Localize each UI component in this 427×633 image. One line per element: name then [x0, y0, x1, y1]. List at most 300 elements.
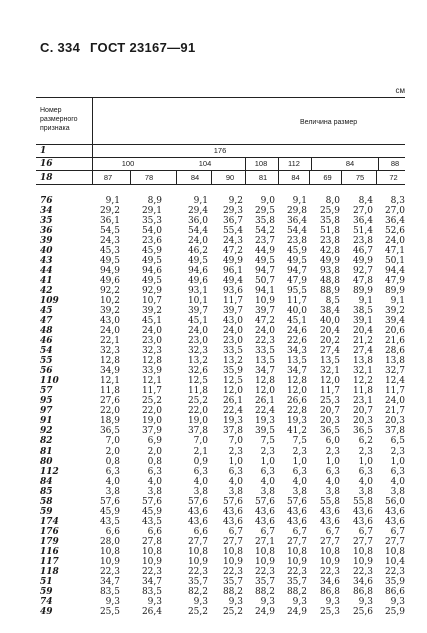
table-cell: 94,6 [187, 266, 208, 277]
table-cell: 39,2 [99, 306, 120, 317]
table-cell: 9,3 [260, 596, 275, 607]
table-cell: 1,0 [358, 456, 373, 467]
size-column-divider [211, 170, 212, 184]
table-cell: 10,8 [384, 546, 405, 557]
table-cell: 10,8 [319, 546, 340, 557]
row-number: 57 [40, 386, 53, 397]
table-cell: 24,0 [254, 326, 275, 337]
table-cell: 94,7 [286, 266, 307, 277]
table-cell: 39,1 [352, 316, 373, 327]
table-cell: 22,4 [254, 406, 275, 417]
row-number: 97 [40, 406, 53, 417]
table-cell: 11,7 [319, 386, 340, 397]
table-cell: 11,7 [384, 386, 405, 397]
row-number: 42 [40, 286, 53, 297]
table-cell: 2,0 [105, 446, 120, 457]
table-cell: 9,3 [390, 596, 405, 607]
table-cell: 10,9 [352, 556, 373, 567]
row-number: 109 [40, 296, 59, 307]
table-cell: 22,3 [286, 566, 307, 577]
table-cell: 36,4 [352, 216, 373, 227]
table-cell: 45,1 [141, 316, 162, 327]
table-cell: 95,5 [286, 286, 307, 297]
table-cell: 6,3 [390, 466, 405, 477]
table-cell: 29,2 [99, 206, 120, 217]
table-cell: 57,6 [187, 496, 208, 507]
table-cell: 93,8 [319, 266, 340, 277]
height-value: 176 [213, 146, 227, 155]
table-cell: 22,3 [187, 566, 208, 577]
row-number: 59 [40, 586, 53, 597]
row-number: 116 [40, 546, 59, 557]
table-cell: 39,7 [187, 306, 208, 317]
table-cell: 37,8 [222, 426, 243, 437]
table-cell: 21,6 [384, 336, 405, 347]
table-cell: 0,9 [193, 456, 208, 467]
group-84: 84 [345, 159, 355, 168]
table-cell: 7,0 [105, 436, 120, 447]
table-cell: 43,6 [222, 506, 243, 517]
row-number: 35 [40, 216, 53, 227]
table-cell: 57,6 [254, 496, 275, 507]
table-cell: 34,7 [286, 366, 307, 377]
table-cell: 38,4 [319, 306, 340, 317]
table-cell: 83,5 [141, 586, 162, 597]
table-cell: 6,6 [105, 526, 120, 537]
table-cell: 88,2 [286, 586, 307, 597]
table-cell: 9,1 [193, 196, 208, 206]
table-cell: 34,7 [254, 366, 275, 377]
table-cell: 8,9 [147, 196, 162, 206]
table-cell: 25,3 [319, 606, 340, 617]
row-number: 74 [40, 596, 53, 607]
table-cell: 24,0 [222, 326, 243, 337]
table-cell: 2,3 [325, 446, 340, 457]
table-cell: 93,1 [187, 286, 208, 297]
table-cell: 4,0 [292, 476, 307, 487]
table-cell: 36,1 [99, 216, 120, 227]
table-cell: 37,9 [141, 426, 162, 437]
table-cell: 39,7 [254, 306, 275, 317]
table-cell: 24,3 [99, 236, 120, 247]
table-cell: 27,7 [222, 536, 243, 547]
table-cell: 34,7 [141, 576, 162, 587]
table-cell: 35,9 [222, 366, 243, 377]
table-cell: 23,8 [286, 236, 307, 247]
table-cell: 21,2 [352, 336, 373, 347]
table-cell: 22,0 [187, 406, 208, 417]
table-cell: 39,7 [222, 306, 243, 317]
table-cell: 0,8 [147, 456, 162, 467]
table-cell: 2,1 [193, 446, 208, 457]
table-cell: 10,8 [286, 546, 307, 557]
table-cell: 27,7 [352, 536, 373, 547]
table-cell: 92,2 [99, 286, 120, 297]
table-cell: 13,8 [352, 356, 373, 367]
table-cell: 39,2 [384, 306, 405, 317]
size-column-divider [130, 170, 131, 184]
table-cell: 36,5 [319, 426, 340, 437]
table-cell: 23,0 [222, 336, 243, 347]
table-cell: 49,5 [141, 276, 162, 287]
table-cell: 2,3 [390, 446, 405, 457]
table-cell: 8,0 [325, 196, 340, 206]
table-cell: 22,3 [141, 566, 162, 577]
row-number: 85 [40, 486, 53, 497]
table-cell: 11,8 [352, 386, 373, 397]
table-cell: 10,9 [141, 556, 162, 567]
table-cell: 12,1 [99, 376, 120, 387]
size-column-divider [309, 170, 310, 184]
table-cell: 6,7 [228, 526, 243, 537]
table-cell: 54,4 [187, 226, 208, 237]
table-cell: 12,0 [319, 376, 340, 387]
table-cell: 89,9 [352, 286, 373, 297]
table-cell: 9,1 [105, 196, 120, 206]
table-cell: 46,2 [187, 246, 208, 257]
table-cell: 9,3 [292, 596, 307, 607]
table-cell: 3,8 [260, 486, 275, 497]
table-cell: 86,6 [384, 586, 405, 597]
table-cell: 22,8 [286, 406, 307, 417]
row-number: 76 [40, 196, 53, 206]
table-cell: 4,0 [358, 476, 373, 487]
table-cell: 21,7 [384, 406, 405, 417]
table-cell: 51,8 [319, 226, 340, 237]
table-cell: 32,1 [352, 366, 373, 377]
table-cell: 94,1 [254, 286, 275, 297]
divider-16b [278, 157, 279, 170]
row-number: 36 [40, 226, 53, 237]
table-cell: 51,4 [352, 226, 373, 237]
table-cell: 44,9 [254, 246, 275, 257]
row-number: 45 [40, 306, 53, 317]
table-cell: 10,2 [99, 296, 120, 307]
table-cell: 6,6 [193, 526, 208, 537]
table-cell: 33,9 [141, 366, 162, 377]
table-cell: 43,6 [222, 516, 243, 527]
table-cell: 37,8 [187, 426, 208, 437]
table-cell: 43,6 [254, 506, 275, 517]
table-cell: 27,7 [319, 536, 340, 547]
table-cell: 1,0 [260, 456, 275, 467]
table-cell: 9,3 [193, 596, 208, 607]
table-cell: 43,5 [99, 516, 120, 527]
table-cell: 32,3 [99, 346, 120, 357]
table-cell: 11,8 [187, 386, 208, 397]
table-cell: 49,9 [319, 256, 340, 267]
row-number: 41 [40, 276, 53, 287]
table-cell: 20,4 [319, 326, 340, 337]
row-number: 39 [40, 236, 53, 247]
table-cell: 20,3 [384, 416, 405, 427]
table-cell: 49,5 [141, 256, 162, 267]
table-cell: 34,7 [99, 576, 120, 587]
row-number: 92 [40, 426, 53, 437]
group-88: 88 [390, 159, 400, 168]
table-cell: 6,3 [147, 466, 162, 477]
row-number: 174 [40, 516, 59, 527]
table-cell: 20,3 [319, 416, 340, 427]
table-cell: 55,8 [319, 496, 340, 507]
table-cell: 43,6 [352, 506, 373, 517]
size-header-cell: 84 [291, 173, 300, 182]
table-cell: 32,3 [187, 346, 208, 357]
table-cell: 25,2 [187, 606, 208, 617]
size-header-cell: 75 [355, 173, 365, 182]
table-cell: 12,0 [286, 386, 307, 397]
table-cell: 12,8 [286, 376, 307, 387]
table-cell: 13,2 [222, 356, 243, 367]
table-cell: 92,9 [141, 286, 162, 297]
table-cell: 1,0 [292, 456, 307, 467]
table-cell: 54,5 [99, 226, 120, 237]
table-cell: 11,7 [222, 296, 243, 307]
row-number: 55 [40, 356, 53, 367]
table-cell: 13,5 [319, 356, 340, 367]
table-cell: 25,9 [384, 606, 405, 617]
size-header-cell: 81 [258, 173, 268, 182]
table-cell: 4,0 [325, 476, 340, 487]
table-cell: 3,8 [193, 486, 208, 497]
table-cell: 41,2 [286, 426, 307, 437]
table-cell: 22,3 [254, 566, 275, 577]
table-cell: 10,8 [187, 546, 208, 557]
table-cell: 22,1 [99, 336, 120, 347]
row-number: 110 [40, 376, 59, 387]
table-cell: 92,7 [352, 266, 373, 277]
table-cell: 9,3 [147, 596, 162, 607]
size-header-cell: 69 [323, 173, 332, 182]
table-cell: 10,9 [222, 556, 243, 567]
page-header [40, 40, 201, 55]
table-cell: 89,9 [384, 286, 405, 297]
row-number: 54 [40, 346, 53, 357]
table-cell: 24,9 [254, 606, 275, 617]
row-label-16: 16 [40, 159, 53, 169]
table-cell: 20,7 [352, 406, 373, 417]
table-cell: 35,8 [319, 216, 340, 227]
table-cell: 35,7 [187, 576, 208, 587]
table-cell: 45,1 [286, 316, 307, 327]
table-cell: 32,3 [141, 346, 162, 357]
table-cell: 25,2 [222, 606, 243, 617]
table-cell: 54,4 [286, 226, 307, 237]
table-cell: 47,2 [254, 316, 275, 327]
table-cell: 49,6 [99, 276, 120, 287]
table-cell: 40,0 [286, 306, 307, 317]
table-cell: 49,6 [187, 276, 208, 287]
table-cell: 45,9 [141, 506, 162, 517]
column-header-title: Номер размерного признака [40, 107, 78, 132]
table-cell: 32,6 [187, 366, 208, 377]
table-cell: 19,3 [286, 416, 307, 427]
table-cell: 10,8 [352, 546, 373, 557]
table-cell: 33,5 [254, 346, 275, 357]
table-cell: 11,7 [141, 386, 162, 397]
table-cell: 50,1 [384, 256, 405, 267]
table-cell: 37,8 [384, 426, 405, 437]
table-cell: 6,7 [292, 526, 307, 537]
row-number: 51 [40, 576, 53, 587]
table-cell: 24,0 [384, 236, 405, 247]
table-cell: 10,8 [141, 546, 162, 557]
table-cell: 6,3 [358, 466, 373, 477]
row-number: 179 [40, 536, 59, 547]
table-cell: 6,7 [390, 526, 405, 537]
table-cell: 27,8 [141, 536, 162, 547]
table-cell: 36,7 [222, 216, 243, 227]
table-cell: 12,1 [141, 376, 162, 387]
table-cell: 3,8 [228, 486, 243, 497]
table-cell: 55,4 [222, 226, 243, 237]
table-cell: 83,5 [99, 586, 120, 597]
table-cell: 27,7 [286, 536, 307, 547]
table-cell: 27,0 [352, 206, 373, 217]
table-cell: 29,5 [254, 206, 275, 217]
table-cell: 47,8 [352, 276, 373, 287]
table-cell: 22,4 [222, 406, 243, 417]
table-cell: 49,9 [352, 256, 373, 267]
table-cell: 86,8 [352, 586, 373, 597]
table-cell: 39,2 [141, 306, 162, 317]
table-cell: 19,0 [141, 416, 162, 427]
table-cell: 10,9 [286, 556, 307, 567]
table-cell: 45,9 [99, 506, 120, 517]
table-cell: 8,3 [390, 196, 405, 206]
table-cell: 29,8 [286, 206, 307, 217]
table-cell: 9,1 [358, 296, 373, 307]
table-cell: 20,3 [352, 416, 373, 427]
row-number: 46 [40, 336, 53, 347]
table-cell: 88,2 [222, 586, 243, 597]
table-cell: 35,7 [254, 576, 275, 587]
row-number: 49 [40, 606, 53, 617]
row-number: 117 [40, 556, 59, 567]
table-cell: 42,8 [319, 246, 340, 257]
table-cell: 40,0 [319, 316, 340, 327]
table-cell: 12,2 [352, 376, 373, 387]
table-cell: 23,7 [254, 236, 275, 247]
table-cell: 27,1 [254, 536, 275, 547]
table-cell: 18,9 [99, 416, 120, 427]
row-label-18: 18 [40, 173, 53, 183]
doc-number: ГОСТ 23167—91 [90, 40, 196, 55]
table-cell: 27,4 [352, 346, 373, 357]
table-cell: 23,8 [319, 236, 340, 247]
table-cell: 0,8 [105, 456, 120, 467]
row-number: 112 [40, 466, 59, 477]
table-cell: 34,6 [319, 576, 340, 587]
size-header-cell: 87 [103, 173, 113, 182]
table-cell: 4,0 [193, 476, 208, 487]
table-cell: 12,8 [141, 356, 162, 367]
table-cell: 50,7 [254, 276, 275, 287]
table-cell: 43,6 [187, 506, 208, 517]
table-cell: 22,3 [352, 566, 373, 577]
table-cell: 22,0 [99, 406, 120, 417]
table-cell: 6,3 [292, 466, 307, 477]
table-cell: 9,1 [390, 296, 405, 307]
table-cell: 1,0 [228, 456, 243, 467]
table-cell: 4,0 [147, 476, 162, 487]
table-cell: 23,1 [352, 396, 373, 407]
table-cell: 10,1 [187, 296, 208, 307]
table-cell: 56,0 [384, 496, 405, 507]
table-cell: 43,6 [319, 516, 340, 527]
table-cell: 86,8 [319, 586, 340, 597]
table-cell: 12,0 [222, 386, 243, 397]
table-cell: 94,4 [384, 266, 405, 277]
row-number: 43 [40, 256, 53, 267]
table-cell: 3,8 [325, 486, 340, 497]
table-cell: 9,3 [228, 596, 243, 607]
table-cell: 6,3 [105, 466, 120, 477]
table-cell: 94,9 [99, 266, 120, 277]
table-cell: 10,7 [141, 296, 162, 307]
table-cell: 34,6 [352, 576, 373, 587]
table-cell: 35,9 [384, 576, 405, 587]
size-column-divider [376, 170, 377, 184]
table-cell: 43,6 [187, 516, 208, 527]
value-header-title: Величина размер [300, 119, 358, 126]
table-cell: 27,6 [99, 396, 120, 407]
table-cell: 3,8 [147, 486, 162, 497]
table-cell: 12,8 [99, 356, 120, 367]
table-cell: 26,1 [254, 396, 275, 407]
table-cell: 13,5 [286, 356, 307, 367]
table-cell: 4,0 [390, 476, 405, 487]
table-cell: 46,7 [352, 246, 373, 257]
table-cell: 6,3 [260, 466, 275, 477]
table-cell: 43,6 [319, 506, 340, 517]
table-cell: 2,3 [358, 446, 373, 457]
table-cell: 45,3 [99, 246, 120, 257]
table-cell: 22,6 [286, 336, 307, 347]
table-cell: 24,0 [384, 396, 405, 407]
table-cell: 49,5 [187, 256, 208, 267]
unit-label: см [395, 86, 405, 95]
table-cell: 7,0 [193, 436, 208, 447]
table-cell: 10,9 [254, 296, 275, 307]
table-cell: 12,4 [384, 376, 405, 387]
table-cell: 57,6 [286, 496, 307, 507]
table-cell: 13,5 [254, 356, 275, 367]
table-cell: 24,0 [187, 236, 208, 247]
table-cell: 6,6 [147, 526, 162, 537]
table-cell: 7,5 [292, 436, 307, 447]
divider-16d [378, 157, 379, 170]
table-cell: 6,5 [390, 436, 405, 447]
table-cell: 2,3 [292, 446, 307, 457]
group-108: 108 [254, 159, 268, 168]
size-header-cell: 84 [190, 173, 200, 182]
row-number: 47 [40, 316, 53, 327]
table-cell: 23,8 [352, 236, 373, 247]
table-cell: 9,3 [358, 596, 373, 607]
row-number: 84 [40, 476, 53, 487]
table-cell: 47,9 [286, 276, 307, 287]
row-number: 48 [40, 326, 53, 337]
table-cell: 45,9 [286, 246, 307, 257]
table-cell: 55,8 [352, 496, 373, 507]
table-cell: 4,0 [105, 476, 120, 487]
table-cell: 9,3 [325, 596, 340, 607]
table-cell: 9,2 [228, 196, 243, 206]
page-number: С. 334 [40, 40, 81, 55]
table-cell: 6,0 [325, 436, 340, 447]
table-cell: 1,0 [390, 456, 405, 467]
